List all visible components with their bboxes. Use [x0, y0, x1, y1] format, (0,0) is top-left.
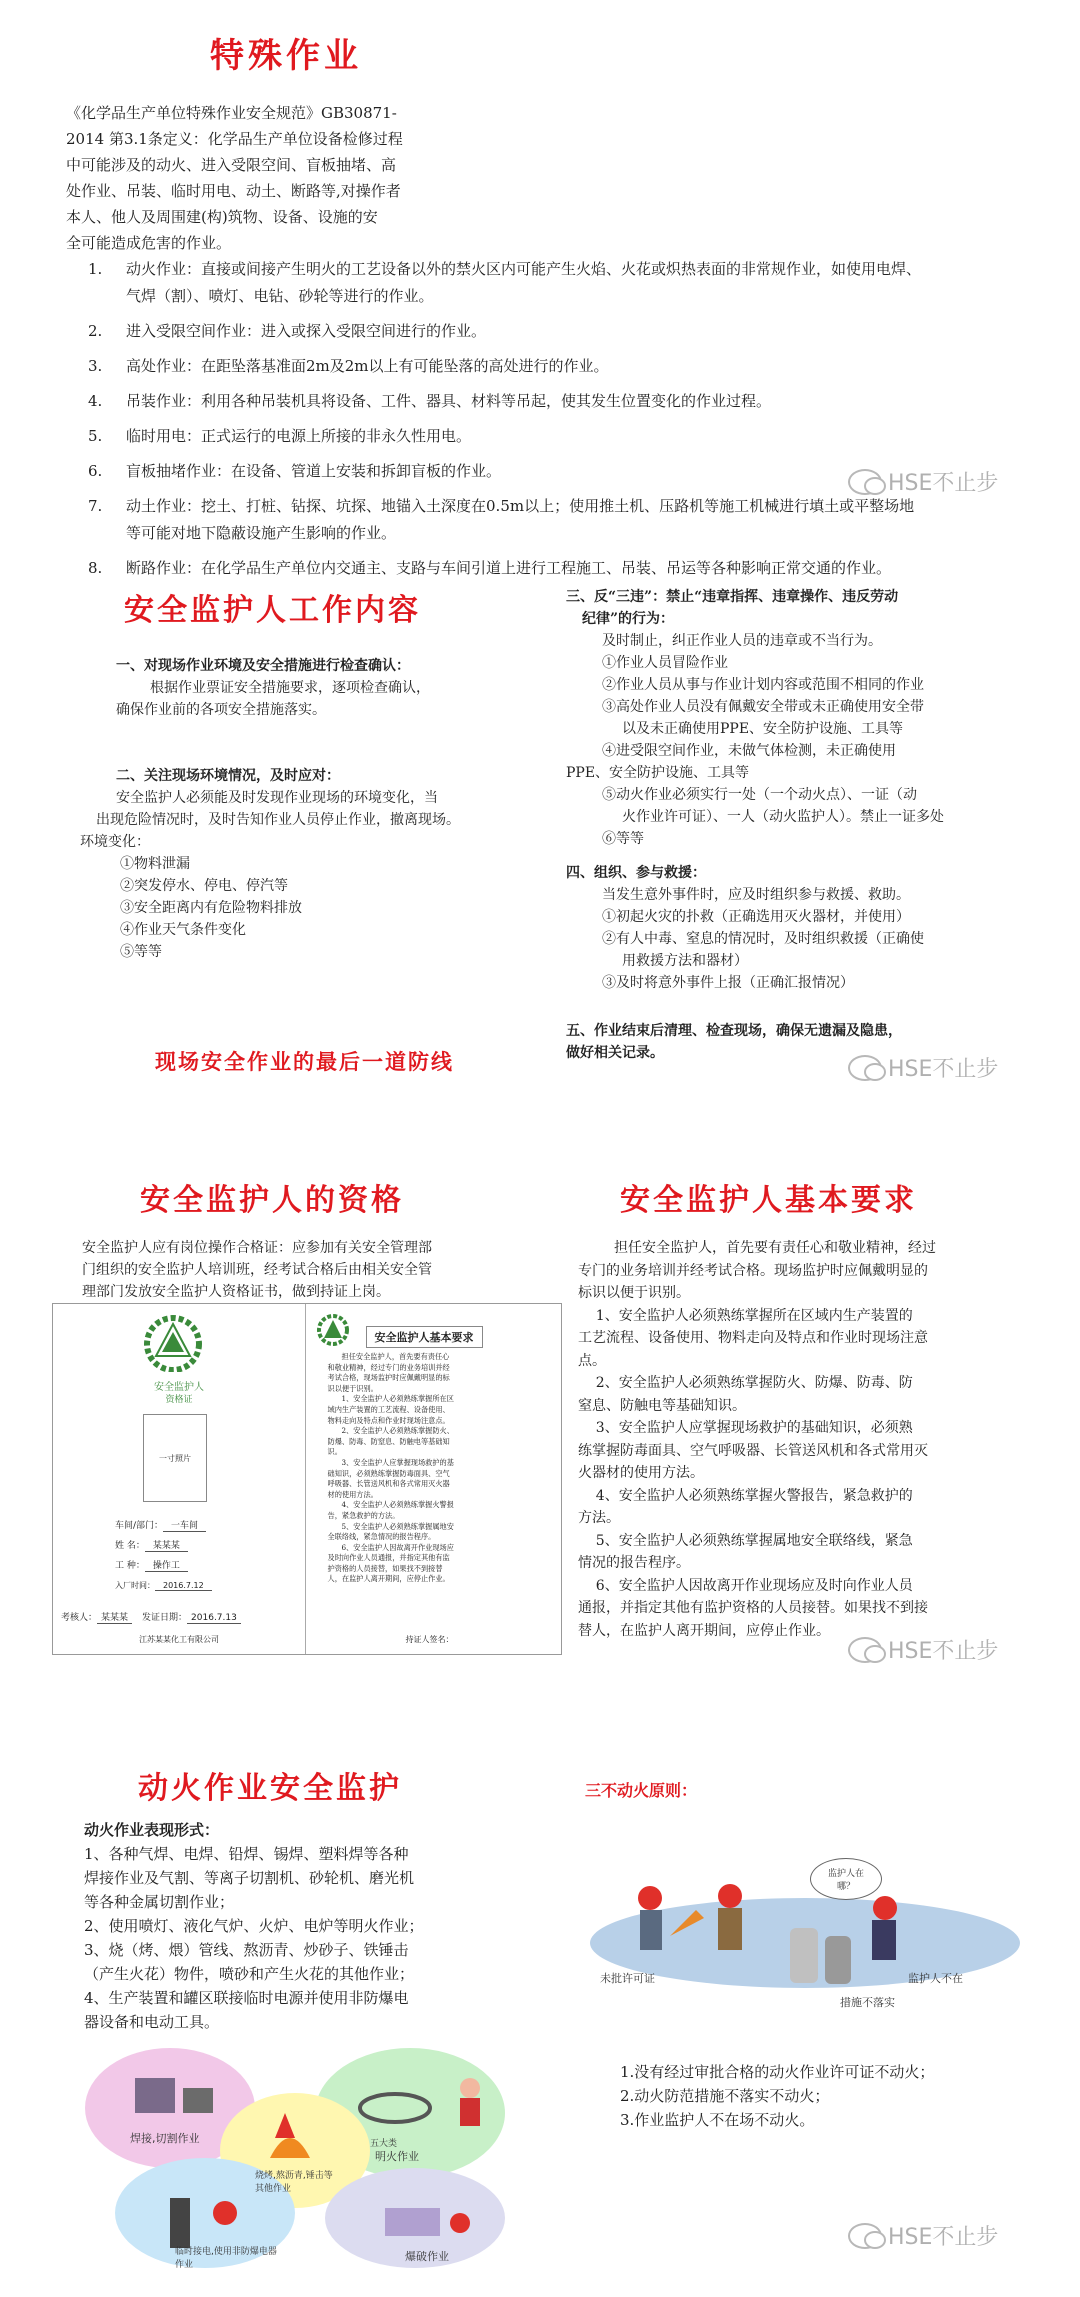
hotwork-drawings — [75, 2048, 545, 2268]
certificate-image — [52, 1303, 562, 1655]
intro-line: 本人、他人及周围建(构)筑物、设备、设施的安 — [66, 208, 378, 226]
requirements-text: 担任安全监护人，首先要有责任心和敬业精神，经过 专门的业务培训并经考试合格。现场监护时应佩戴明显的 标识以便于识别。 1、安全监护人必须熟练掌握所在区域内生产装置的 工艺流程、设备使用、物料走向及特点和作业时现场注意 点。 2、安全监护人必须熟练掌握防火、防爆、防毒、防 窒息、防触电等基础知识。 3、安全监护人应掌握现场救护的基础知识，必须熟 练掌握防毒面具、空气呼吸器、长管送风机和各式常用灭 火器材的使用方法。 4、安全监护人必须熟练掌握火警报告，紧急救护的 方法。 5、安全监护人必须熟练掌握属地安全联络线，紧急 情况的报告程序。 6、安全监护人因故离开作业现场应及时向作业人员 通报，并指定其他有监护资格的人员接替。如果找不到接 替人，在监护人离开期间，应停止作业。 — [578, 1240, 936, 1639]
intro-line: 《化学品生产单位特殊作业安全规范》GB30871- — [66, 104, 397, 122]
cert-sub: 资格证 — [165, 1395, 193, 1405]
cert-right-emblem — [314, 1312, 352, 1348]
section1-intro — [66, 100, 506, 256]
cert-name: 安全监护人 — [154, 1382, 204, 1393]
comic-label: 措施不落实 — [840, 1996, 895, 2009]
caption: 爆破作业 — [405, 2250, 449, 2263]
section3-title-right: 安全监护人基本要求 — [620, 1183, 917, 1218]
comic-label: 监护人不在 — [908, 1972, 963, 1985]
intro-line: 处作业、吊装、临时用电、动土、断路等,对操作者 — [66, 182, 401, 200]
intro-line: 中可能涉及的动火、进入受限空间、盲板抽堵、高 — [66, 156, 397, 174]
wechat-icon — [848, 1055, 882, 1081]
list-item: 2. 进入受限空间作业：进入或探入受限空间进行的作业。 — [88, 322, 487, 340]
section4-title: 动火作业安全监护 — [138, 1771, 402, 1806]
certificate-right-page — [306, 1304, 562, 1654]
wechat-icon — [848, 1637, 882, 1663]
cert-fields: 车间/部门： 一车间 姓 名： 某某某 工 种： 操作工 入厂时间： 2016.7.12 — [115, 1516, 212, 1596]
qualification-text: 安全监护人应有岗位操作合格证：应参加有关安全管理部 门组织的安全监护人培训班，经考试合格后由相关安全管 理部门发放安全监护人资格证书，做到持证上岗。 — [82, 1240, 432, 1300]
hotwork-forms: 动火作业表现形式： 1、各种气焊、电焊、铅焊、锡焊、塑料焊等各种 焊接作业及气割、等离子切割机、砂轮机、磨光机 等各种金属切割作业； 2、使用喷灯、液化气炉、火炉、电炉等明火作业； 3、烧（烤、煨）管线、熬沥青、炒砂子、铁锤击 （产生火花）物件，喷砂和产生火花的其他作业； 4、生产装置和罐区联接临时电源并使用非防爆电 器设备和电动工具。 — [84, 1821, 424, 2031]
comic-label: 未批许可证 — [600, 1972, 655, 1985]
cert-company: 江苏某某化工有限公司 — [139, 1635, 219, 1644]
intro-line: 2014 第3.1条定义：化学品生产单位设备检修过程 — [66, 130, 403, 148]
wechat-icon — [848, 2223, 882, 2249]
three-no-title: 三不动火原则： — [585, 1781, 698, 1800]
cert-examiner: 考核人： 某某某 发证日期： 2016.7.13 — [61, 1610, 241, 1623]
section1-list — [88, 256, 1008, 582]
photo-box: 一寸照片 — [143, 1414, 207, 1502]
slogan: 现场安全作业的最后一道防线 — [155, 1049, 454, 1074]
certificate-left-page — [53, 1304, 306, 1654]
section3-title-left: 安全监护人的资格 — [140, 1183, 404, 1218]
caption: 临时接电,使用非防爆电器作业 — [175, 2247, 277, 2270]
hotwork-illustration — [75, 2048, 545, 2268]
list-item: 6. 盲板抽堵作业：在设备、管道上安装和拆卸盲板的作业。 — [88, 462, 502, 480]
three-no-rules: 1.没有经过审批合格的动火作业许可证不动火； 2.动火防范措施不落实不动火； 3.作业监护人不在场不动火。 — [620, 2063, 935, 2129]
section2-left: 一、对现场作业环境及安全措施进行检查确认： 根据作业票证安全措施要求，逐项检查确认， 确保作业前的各项安全措施落实。 二、关注现场环境情况，及时应对： 安全监护人必须能及时发现作业现场的环境变化，当 出现危险情况时，及时告知作业人员停止作业，撤离现场。 环境变化： ①物料泄漏 ②突发停水、停电、停汽等 ③安全距离内有危险物料排放 ④作业天气条件变化 ⑤等等 — [80, 655, 550, 963]
watermark: HSE不止步 — [848, 2220, 998, 2251]
intro-line: 全可能造成危害的作业。 — [66, 234, 232, 252]
cert-sign: 持证人签名： — [405, 1635, 454, 1644]
caption: 焊接,切割作业 — [130, 2132, 200, 2145]
three-no-illustration — [590, 1858, 1020, 2008]
list-item: 5. 临时用电：正式运行的电源上所接的非永久性用电。 — [88, 427, 472, 445]
list-item: 1. 动火作业：直接或间接产生明火的工艺设备以外的禁火区内可能产生火焰、火花或炽热表面的非常规作业，如使用电焊、 气焊（割）、喷灯、电钻、砂轮等进行的作业。 — [88, 260, 922, 305]
caption: 明火作业 — [375, 2150, 419, 2163]
certificate-emblem — [138, 1314, 208, 1372]
list-item: 3. 高处作业：在距坠落基准面2m及2m以上有可能坠落的高处进行的作业。 — [88, 357, 609, 375]
watermark: HSE不止步 — [848, 466, 998, 497]
caption: 五大类 — [370, 2139, 398, 2149]
list-item: 7. 动土作业：挖土、打桩、钻探、坑探、地锚入土深度在0.5m以上；使用推土机、压路机等施工机械进行填土或平整场地 等可能对地下隐蔽设施产生影响的作业。 — [88, 497, 915, 542]
section2-title: 安全监护人工作内容 — [124, 593, 421, 628]
list-item: 8. 断路作业：在化学品生产单位内交通主、支路与车间引道上进行工程施工、吊装、吊运等各种影响正常交通的作业。 — [88, 559, 892, 577]
watermark: HSE不止步 — [848, 1052, 998, 1083]
section1-title: 特殊作业 — [210, 36, 362, 76]
cert-right-title: 安全监护人基本要求 — [366, 1326, 483, 1348]
list-item: 4. 吊装作业：利用各种吊装机具将设备、工件、器具、材料等吊起，使其发生位置变化的作业过程。 — [88, 392, 772, 410]
cert-right-text: 担任安全监护人，首先要有责任心 和敬业精神，经过专门的业务培训并经 考试合格，现场监护时应佩戴明显的标 识以便于识别。 1、安全监护人必须熟练掌握所在区 域内生产装置的工艺流程、设备使用、 物料走向及特点和作业时现场注意点。 2、安全监护人必须熟练掌握防火、 防爆、防毒、防窒息、防触电等基础知 识。 3、安全监护人应掌握现场救护的基 础知识，必须熟练掌握防毒面具、空气 呼吸器、长管送风机和各式常用灭火器 材的使用方法。 4、安全监护人必须熟练掌握火警报 告，紧急救护的方法。 5、安全监护人必须熟练掌握属地安 全联络线，紧急情况的报告程序。 6、安全监护人因故离开作业现场应 及时向作业人员通报，并指定其他有监 护资格的人员接替，如果找不到接替 人，在监护人离开期间，应停止作业。 — [327, 1352, 454, 1584]
wechat-icon — [848, 469, 882, 495]
watermark: HSE不止步 — [848, 1634, 998, 1665]
item-heading: 一、对现场作业环境及安全措施进行检查确认： — [116, 658, 410, 674]
section2-right: 三、反“三违”：禁止“违章指挥、违章操作、违反劳动 纪律”的行为： 及时制止，纠正作业人员的违章或不当行为。 ①作业人员冒险作业 ②作业人员从事与作业计划内容或范围不相同的作业 ③高处作业人员没有佩戴安全带或未正确使用安全带 以及未正确使用PPE、安全防护设施、工具等 ④进受限空间作业，未做气体检测，未正确使用 PPE、安全防护设施、工具等 ⑤动火作业必须实行一处（一个动火点）、一证（动 火作业许可证）、一人（动火监护人）。禁止一证多处 ⑥等等 四、组织、参与救援： 当发生意外事件时，应及时组织参与救援、救助。 ①初起火灾的扑救（正确选用灭火器材，并使用） ②有人中毒、窒息的情况时，及时组织救援（正确使 用救援方法和器材） ③及时将意外事件上报（正确汇报情况） 五、作业结束后清理、检查现场，确保无遗漏及隐患， 做好相关记录。 — [566, 589, 944, 1061]
item-heading: 二、关注现场环境情况，及时应对： — [116, 768, 340, 784]
caption: 烧烤,熬沥青,锤击等其他作业 — [255, 2171, 333, 2194]
speech-bubble: 监护人在哪？ — [810, 1858, 882, 1900]
